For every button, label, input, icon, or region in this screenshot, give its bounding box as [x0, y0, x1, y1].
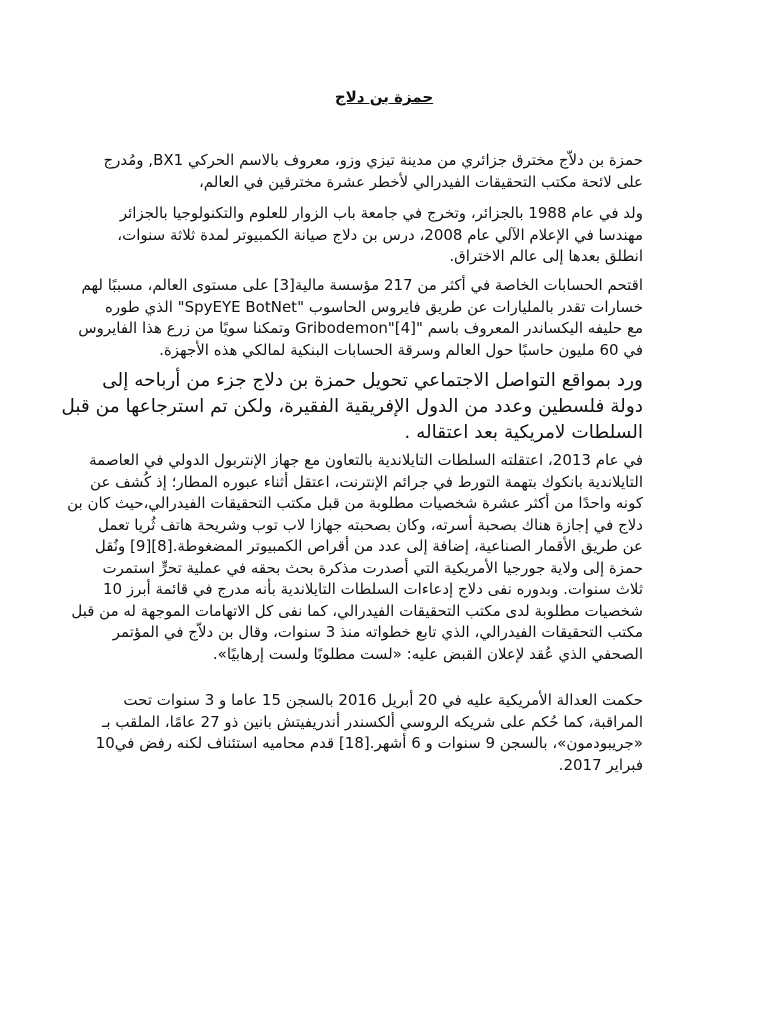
paragraph-donations [61, 368, 643, 446]
text-line: على لائحة مكتب التحقيقات الفيدرالي لأخطر عشرة مخترقين في العالم، [198, 172, 643, 191]
text-line: عن طريق الأقمار الصناعية، إضافة إلى عدد من أقراص الكمبيوتر المضغوطة.[8][9] ونُقل [94, 537, 643, 555]
text-line: «جريبودمون»، بالسجن 9 سنوات و 6 أشهر.[18] قدم محاميه استئناف لكنه رفض في10 [95, 734, 643, 752]
text-line: حكمت العدالة الأمريكية عليه في 20 أبريل 2016 بالسجن 15 عاما و 3 سنوات تحت [123, 691, 643, 709]
text-line: مكتب التحقيقات الفيدرالي، الذي تابع خطواته منذ 3 سنوات، وقال بن دلاّج في المؤتمر [112, 623, 643, 641]
page-title: حمزة بن دلاج [334, 88, 434, 106]
paragraph-education [117, 203, 643, 268]
text-line: المراقبة، كما حُكم على شريكه الروسي ألكسندر أندريفيتش بانين ذو 27 عامًا، الملقب بـ [101, 712, 643, 731]
text-line: ولد في عام 1988 بالجزائر، وتخرج في جامعة باب الزوار للعلوم والتكنولوجيا بالجزائر [119, 204, 643, 222]
paragraph-sentence [95, 690, 643, 776]
paragraph-hacking [78, 275, 643, 361]
text-line: حمزة بن دلاّج مخترق جزائري من مدينة تيزي وزو، معروف بالاسم الحركي BX1, ومُدرج [103, 151, 643, 169]
text-line: حمزة إلى ولاية جورجيا الأمريكية التي أصدرت مذكرة بحث بحقه في عملية تحرٍّ استمرت [102, 558, 643, 577]
text-line: اقتحم الحسابات الخاصة في أكثر من 217 مؤسسة مالية[3] على مستوى العالم، مسببًا لهم [81, 276, 643, 294]
text-line: دلاج في إجازة هناك بصحبة أسرته، وكان بصحبته جهازا لاب توب وشريحة هاتف ثُريا تعمل [98, 515, 643, 534]
text-line: مهندسا في الإعلام الآلي عام 2008، درس بن دلاج صيانة الكمبيوتر لمدة ثلاثة سنوات، [117, 225, 643, 244]
text-line: مع حليفه اليكساندر المعروف باسم "Gribodemon"[4] وتمكنا سويًا من زرع هذا الفايروس [78, 319, 643, 337]
text-line: في عام 2013، اعتقلته السلطات التايلاندية بالتعاون مع جهاز الإنتربول الدولي في العاصمة [89, 451, 643, 469]
text-line: الصحفي الذي عُقد لإعلان القبض عليه: «لست مطلوبًا ولست إرهابيًا». [212, 644, 643, 663]
text-line: خسارات تقدر بالمليارات عن طريق فايروس الحاسوب "SpyEYE BotNet" الذي طوره [104, 297, 643, 316]
text-line: ورد بمواقع التواصل الاجتماعي تحويل حمزة بن دلاج جزء من أرباحه إلى [102, 370, 643, 391]
text-line: في 60 مليون حاسبًا حول العالم وسرقة الحسابات البنكية لمالكي هذه الأجهزة. [159, 340, 643, 359]
text-line: كونه واحدًا من أكثر عشرة شخصيات مطلوبة من قبل مكتب التحقيقات الفيدرالي،حيث كان بن [67, 494, 643, 512]
text-line: التايلاندية بانكوك بتهمة التورط في جرائم الإنترنت، اعتقل أثناء عبوره المطار؛ إذ كُشف عن [90, 472, 643, 491]
text-line: شخصيات مطلوبة لدى مكتب التحقيقات الفيدرالي، كما نفى كل الاتهامات الموجهة له من قبل [71, 601, 643, 620]
text-line: انطلق بعدها إلى عالم الاختراق. [449, 247, 643, 265]
paragraph-intro [103, 150, 643, 193]
text-line: فبراير 2017. [558, 755, 643, 774]
paragraph-arrest [67, 450, 643, 665]
text-line: ثلاث سنوات. وبدوره نفى دلاج إدعاءات السلطات التايلاندية بأنه مدرج في قائمة أبرز 10 [102, 580, 643, 598]
text-line: دولة فلسطين وعدد من الدول الإفريقية الفقيرة، ولكن تم استرجاعها من قبل [61, 396, 643, 417]
text-line: السلطات لامريكية بعد اعتقاله . [404, 422, 643, 443]
